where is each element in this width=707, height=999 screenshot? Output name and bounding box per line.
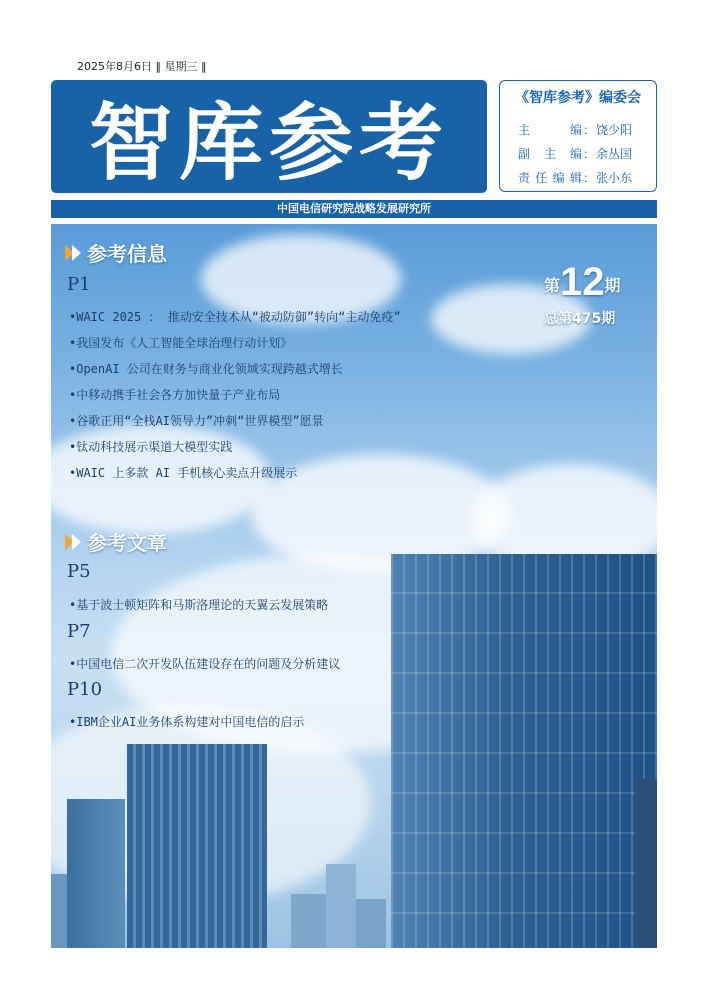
issue-prefix: 第 (544, 276, 561, 295)
toc-item[interactable]: •中移动携手社会各方加快量子产业布局 (69, 388, 281, 402)
toc-item[interactable]: •基于波士顿矩阵和马斯洛理论的天翼云发展策略 (69, 598, 329, 612)
editor-row (518, 169, 654, 186)
toc-item[interactable]: •WAIC 上多款 AI 手机核心卖点升级展示 (69, 466, 298, 480)
toc-item[interactable]: •IBM企业AI业务体系构建对中国电信的启示 (69, 715, 305, 729)
section-header (65, 527, 167, 556)
editorial-board-box (499, 80, 657, 192)
building (326, 864, 356, 948)
issue-suffix: 期 (604, 276, 621, 295)
editor-row (518, 145, 654, 162)
editor-name: 饶少阳 (596, 123, 633, 137)
colon: ： (582, 147, 595, 161)
editor-role: 主编 (518, 123, 582, 137)
title-banner (51, 80, 487, 193)
page-label: P7 (67, 621, 91, 642)
building-windows (391, 554, 657, 948)
issue-total: 总第475期 (544, 311, 616, 327)
publication-title: 智库参考 (88, 94, 449, 192)
building (127, 744, 267, 948)
building (391, 554, 657, 948)
building (67, 799, 125, 948)
editor-name: 张小东 (596, 171, 633, 185)
cover-hero (51, 224, 657, 948)
page-label: P10 (67, 679, 103, 700)
issue-num: 12 (560, 260, 605, 304)
toc-item[interactable]: •我国发布《人工智能全球治理行动计划》 (69, 336, 293, 350)
toc-item[interactable]: •OpenAI 公司在财务与商业化领域实现跨越式增长 (69, 362, 343, 376)
issue-date: 2025年8月6日 ‖ 星期三 ‖ (77, 60, 207, 73)
section-title: 参考文章 (87, 531, 167, 555)
colon: ： (582, 123, 595, 137)
editor-name: 余丛国 (596, 147, 633, 161)
editor-role: 副主编 (518, 147, 582, 161)
toc-item[interactable]: •钛动科技展示渠道大模型实践 (69, 440, 233, 454)
institute-strip: 中国电信研究院战略发展研究所 (51, 200, 657, 218)
chevron-icon (65, 534, 79, 550)
building (291, 894, 327, 948)
editorial-board-title: 《智库参考》编委会 (515, 90, 641, 106)
page-label: P5 (67, 561, 91, 582)
building (356, 899, 386, 948)
chevron-icon (65, 245, 79, 261)
building (635, 779, 657, 948)
section-title: 参考信息 (87, 242, 167, 266)
editor-role: 责任编辑 (518, 171, 582, 185)
page-label: P1 (67, 274, 91, 295)
colon: ： (582, 171, 595, 185)
issue-number (544, 260, 621, 305)
section-header (65, 238, 167, 267)
toc-item[interactable]: •WAIC 2025 ： 推动安全技术从“被动防御”转向“主动免疫” (69, 310, 401, 324)
editor-row (518, 121, 654, 138)
toc-item[interactable]: •谷歌正用“全栈AI领导力”冲刺“世界模型”愿景 (69, 414, 324, 428)
toc-item[interactable]: •中国电信二次开发队伍建设存在的问题及分析建议 (69, 657, 341, 671)
